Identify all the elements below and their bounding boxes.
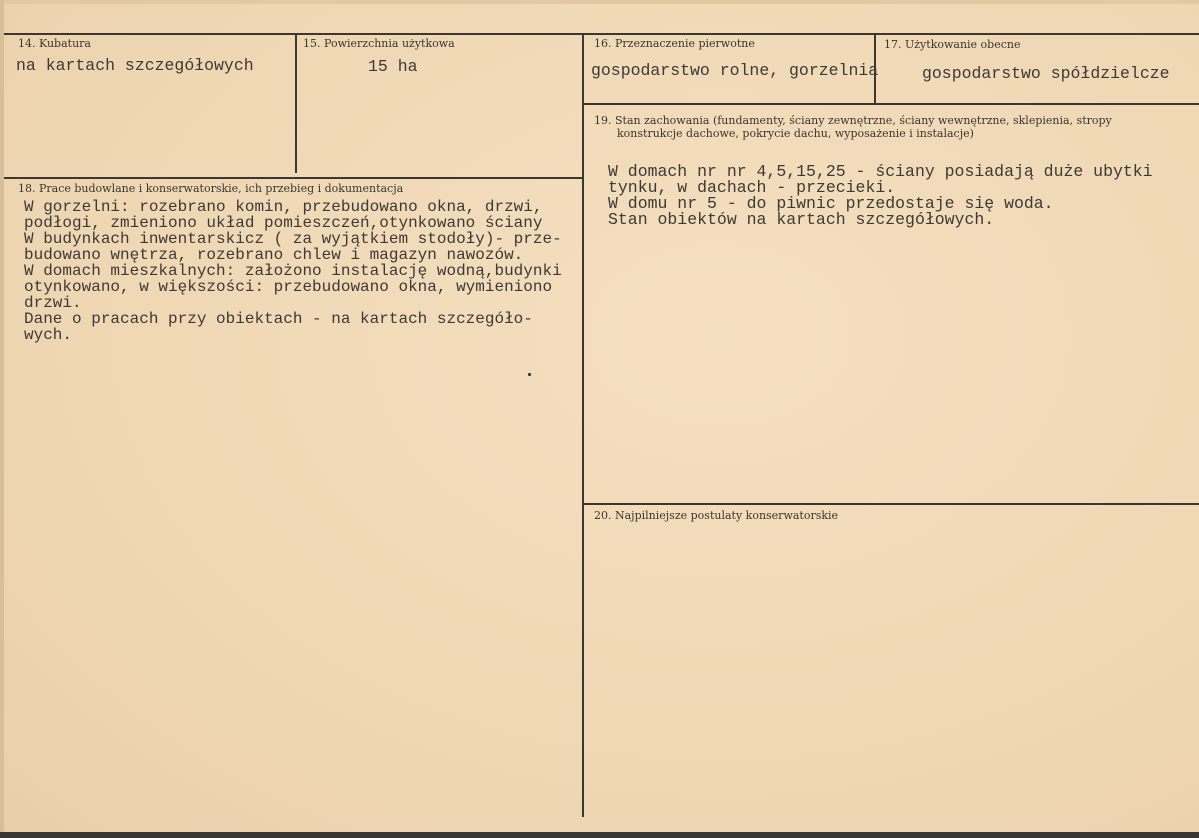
main-vertical-divider [582, 33, 584, 817]
divider-14-15 [295, 33, 297, 173]
field-18-line: drzwi. [24, 294, 82, 312]
field-19-text [608, 164, 1153, 228]
field-18-line: W domach mieszkalnych: założono instalację wodną,budynki [24, 262, 562, 280]
ink-mark [528, 373, 531, 376]
field-19-line: W domach nr nr 4,5,15,25 - ściany posiadają duże ubytki [608, 162, 1153, 181]
field-18-line: budowano wnętrza, rozebrano chlew i magazyn nawozów. [24, 246, 524, 264]
field-18-line: podłogi, zmieniono układ pomieszczeń,otynkowano ściany [24, 214, 543, 232]
field-19-label-line2: konstrukcje dachowe, pokrycie dachu, wyposażenie i instalacje) [617, 127, 974, 140]
top-rule [4, 33, 1199, 35]
paper-edge-top [0, 0, 1199, 4]
field-18-line: W gorzelni: rozebrano komin, przebudowano okna, drzwi, [24, 198, 543, 216]
field-16-value: gospodarstwo rolne, gorzelnia [591, 61, 879, 80]
field-18-line: wych. [24, 326, 73, 344]
field-18-line: otynkowano, w większości: przebudowano okna, wymieniono [24, 278, 553, 296]
field-19-line: Stan obiektów na kartach szczegółowych. [608, 210, 995, 229]
field-18-line: W budynkach inwentarskicz ( za wyjątkiem stodoły)- prze- [24, 230, 562, 248]
paper-edge-left [0, 0, 4, 838]
field-19-label-line1: 19. Stan zachowania (fundamenty, ściany zewnętrzne, ściany wewnętrzne, sklepienia, stropy [594, 114, 1112, 127]
field-15-value: 15 ha [368, 57, 418, 76]
field-18-label: 18. Prace budowlane i konserwatorskie, ich przebieg i dokumentacja [18, 182, 404, 195]
rule-above-20 [582, 503, 1199, 505]
field-17-label: 17. Użytkowanie obecne [884, 38, 1021, 51]
rule-under-16-17 [582, 103, 1199, 105]
field-15-label: 15. Powierzchnia użytkowa [303, 37, 455, 50]
field-20-label: 20. Najpilniejsze postulaty konserwatorskie [594, 509, 839, 522]
field-18-line: Dane o pracach przy obiektach - na kartach szczegóło- [24, 310, 533, 328]
paper-edge-bottom [0, 832, 1199, 838]
field-14-value: na kartach szczegółowych [16, 56, 254, 75]
field-16-label: 16. Przeznaczenie pierwotne [594, 37, 755, 50]
field-14-label: 14. Kubatura [18, 37, 91, 50]
rule-above-18 [4, 177, 583, 179]
field-17-value: gospodarstwo spółdzielcze [922, 64, 1170, 83]
field-19-line: tynku, w dachach - przecieki. [608, 178, 896, 197]
field-18-text [24, 199, 562, 343]
field-19-line: W domu nr 5 - do piwnic przedostaje się woda. [608, 194, 1054, 213]
